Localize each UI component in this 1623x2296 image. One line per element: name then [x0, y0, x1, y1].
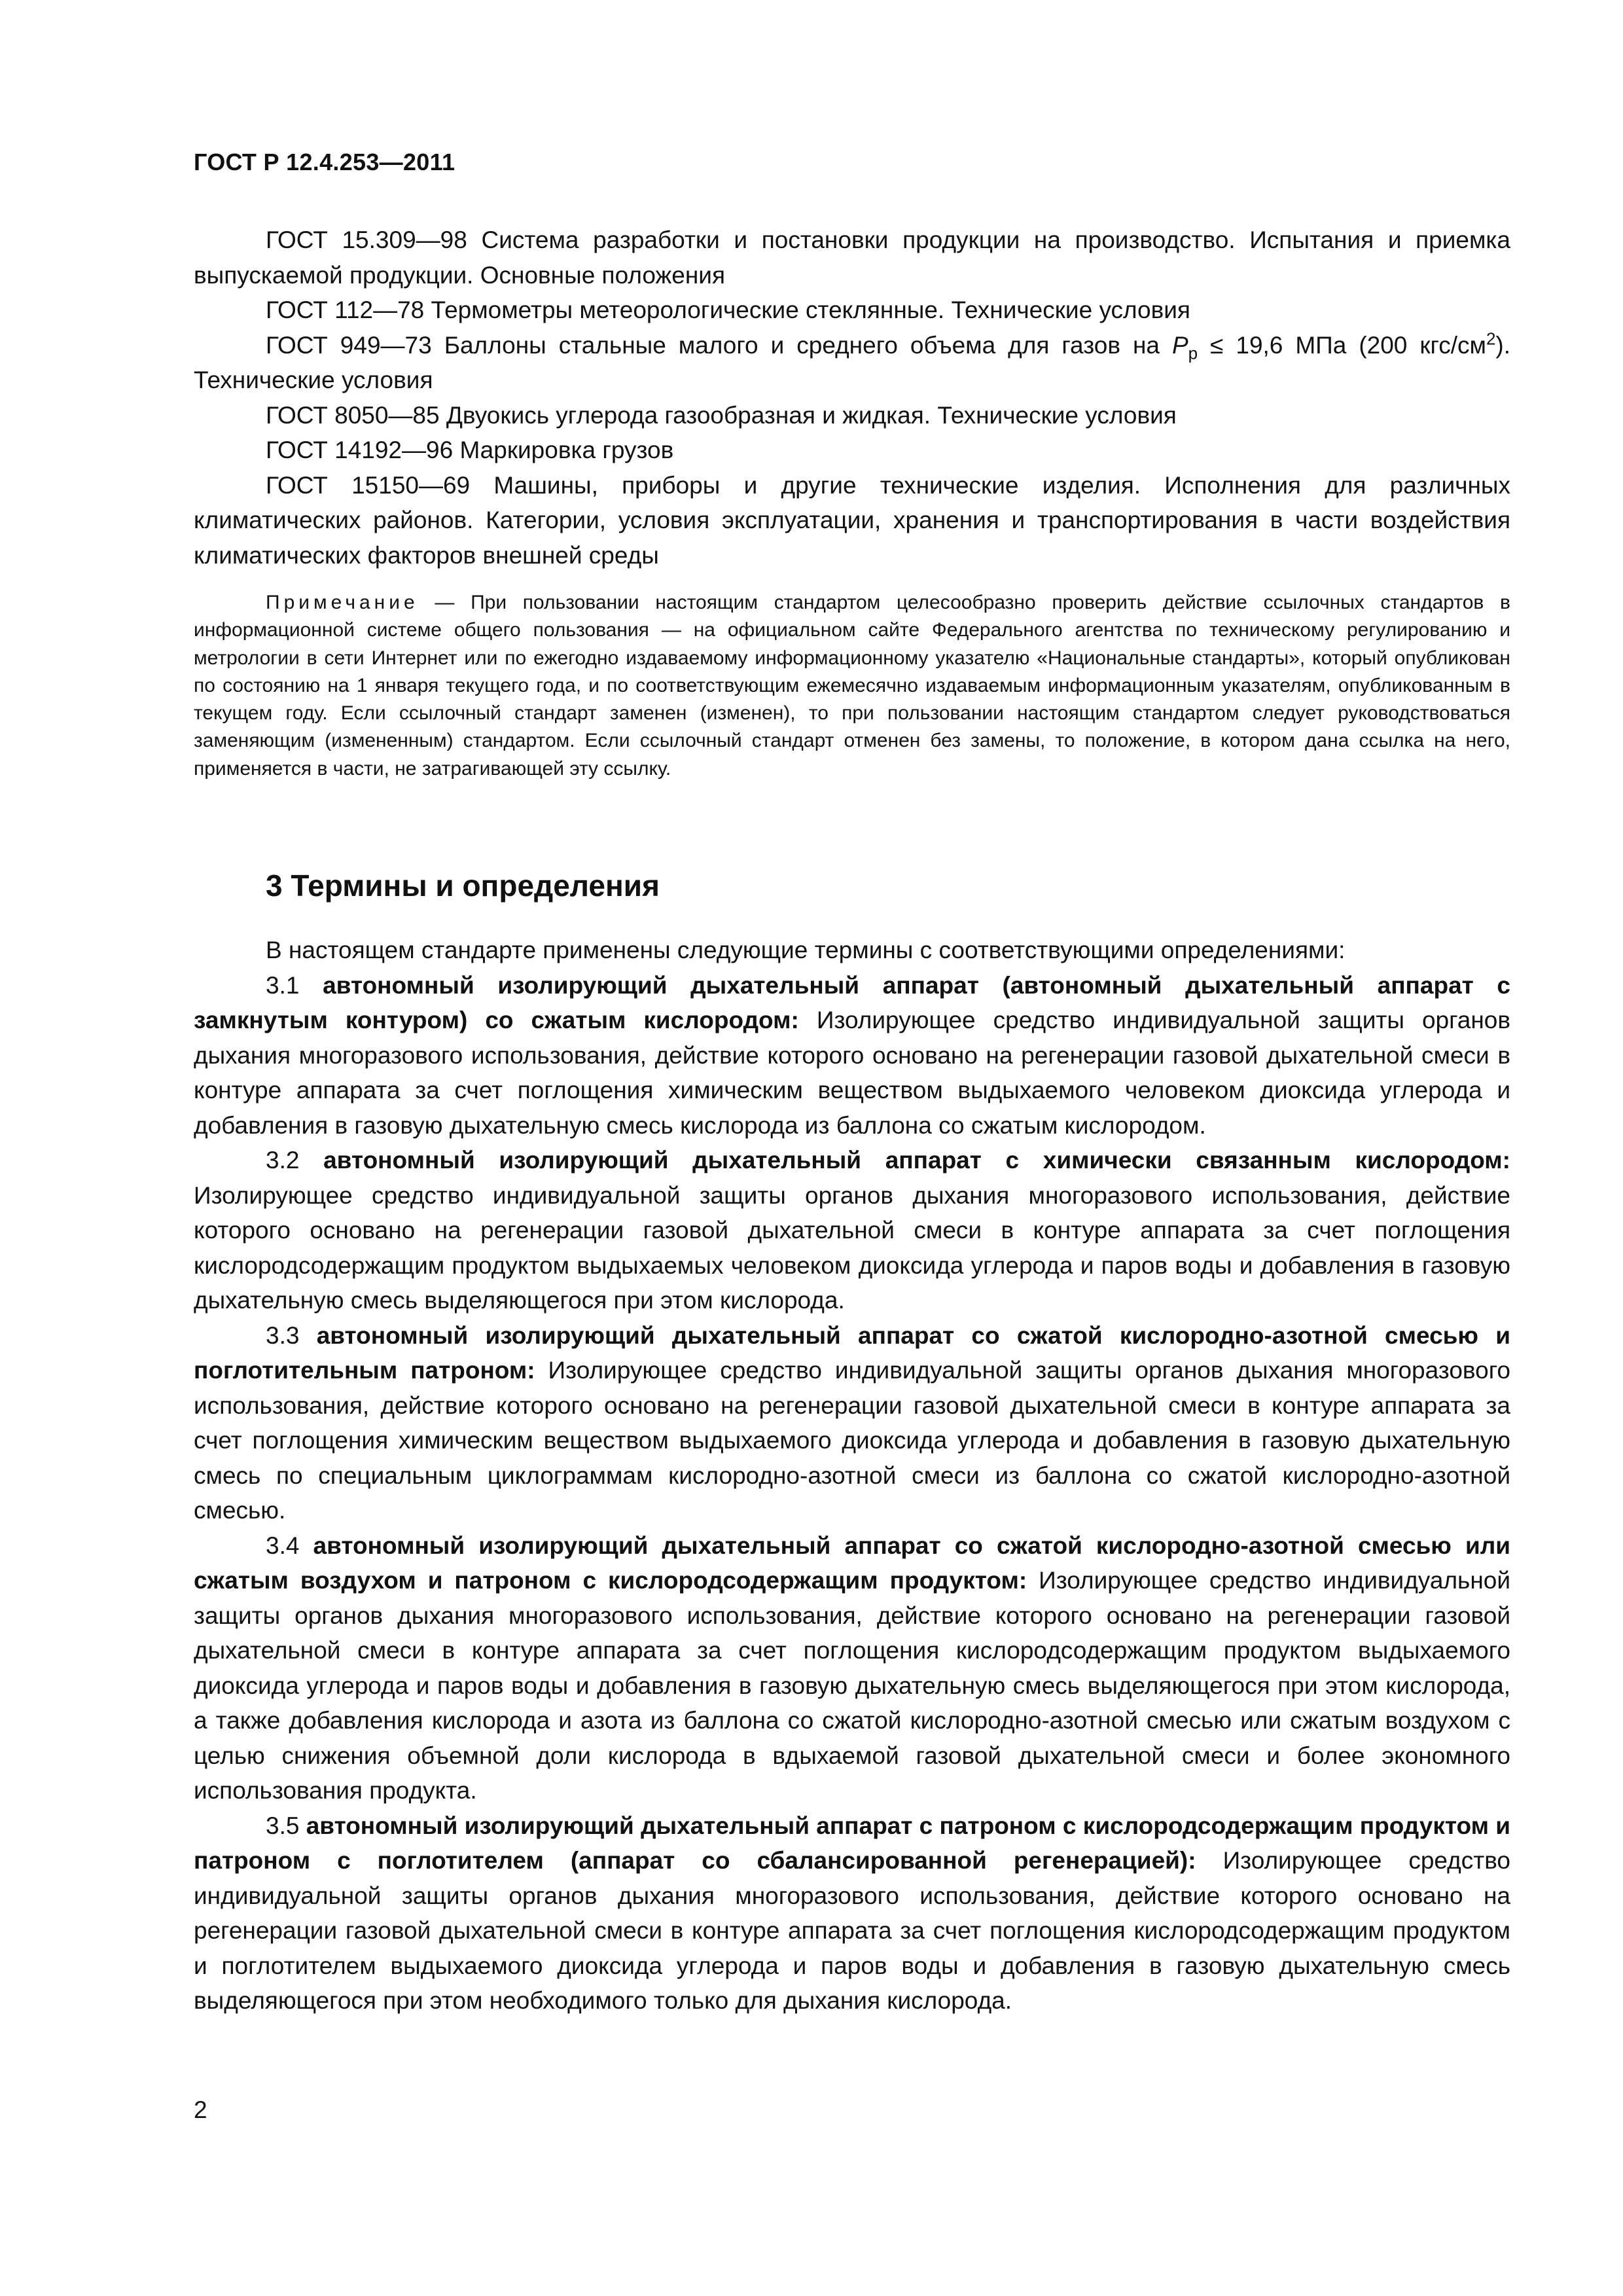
references-note [194, 589, 1510, 783]
term-number: 3.2 [266, 1147, 300, 1174]
term-item [194, 1808, 1510, 2018]
term-name: автономный изолирующий дыхательный аппарат со сжатой кислородно-азотной смесью или сжатым воздухом и патроном с кислородсодержащим продуктом: [194, 1532, 1511, 1594]
term-number: 3.1 [266, 971, 300, 999]
reference-item [194, 468, 1510, 573]
term-name: автономный изолирующий дыхательный аппарат (автономный дыхательный аппарат с замкнутым контуром) со сжатым кислородом: [194, 971, 1511, 1033]
term-name: автономный изолирующий дыхательный аппарат со сжатой кислородно-азотной смесью и поглотительным патроном: [194, 1321, 1511, 1384]
reference-item [194, 223, 1510, 293]
reference-title: Машины, приборы и другие технические изделия. Исполнения для различных климатических районов. Категории, условия эксплуатации, хранения и транспортирования в части воздействия климатических факторов внешней среды [194, 471, 1511, 569]
terms-section [194, 933, 1510, 2018]
term-definition: Изолирующее средство индивидуальной защиты органов дыхания многоразового использования, действие которого основано на регенерации газовой дыхательной смеси в контуре аппарата за счет поглощения кислородсодержащим продуктом выдыхаемых человеком диоксида углерода и паров воды и добавления в газовую дыхательную смесь выделяющегося при этом кислорода. [194, 1181, 1510, 1314]
reference-title: Маркировка грузов [459, 437, 674, 463]
reference-item [194, 328, 1510, 398]
reference-code: ГОСТ 15150—69 [266, 471, 471, 499]
term-item [194, 1528, 1510, 1808]
note-label: Примечание [266, 592, 419, 613]
reference-item [194, 433, 1510, 468]
section-heading: 3 Термины и определения [266, 869, 660, 903]
section-intro: В настоящем стандарте применены следующие термины с соответствующими определениями: [266, 937, 1346, 963]
term-definition: Изолирующее средство индивидуальной защиты органов дыхания многоразового использования, действие которого основано на регенерации газовой дыхательной смеси в контуре аппарата за счет поглощения кислородсодержащим продуктом и поглотителем выдыхаемого диоксида углерода и паров воды и добавления в газовую дыхательную смесь выделяющегося при этом необходимого только для дыхания кислорода. [194, 1847, 1511, 2014]
term-definition: Изолирующее средство индивидуальной защиты органов дыхания многоразового использования, действие которого основано на регенерации газовой дыхательной смеси в контуре аппарата за счет поглощения химическим веществом выдыхаемого человеком диоксида углерода и добавления в газовую дыхательную смесь кислорода из баллона со сжатым кислородом. [194, 1007, 1511, 1139]
note-text: — При пользовании настоящим стандартом целесообразно проверить действие ссылочных стандартов в информационной системе общего пользования — на официальном сайте Федерального агентства по техническому регулированию и метрологии в сети Интернет или по ежегодно издаваемому информационному указателю «Национальные стандарты», который опубликован по состоянию на 1 января текущего года, и по соответствующим ежемесячно издаваемым информационным указателям, опубликованным в текущем году. Если ссылочный стандарт заменен (изменен), то при пользовании настоящим стандартом следует руководствоваться заменяющим (измененным) стандартом. Если ссылочный стандарт отменен без замены, то положение, в котором дана ссылка на него, применяется в части, не затрагивающей эту ссылку. [194, 592, 1510, 780]
term-definition: Изолирующее средство индивидуальной защиты органов дыхания многоразового использования, действие которого основано на регенерации газовой дыхательной смеси в контуре аппарата за счет поглощения кислородсодержащим продуктом выдыхаемого диоксида углерода и паров воды и добавления в газовую дыхательную смесь выделяющегося при этом кислорода, а также добавления кислорода и азота из баллона со сжатой кислородно-азотной смесью или сжатым воздухом с целью снижения объемной доли кислорода в вдыхаемой газовой дыхательной смеси и более экономного использования продукта. [194, 1567, 1511, 1804]
reference-code: ГОСТ 8050—85 [266, 401, 440, 429]
term-definition: Изолирующее средство индивидуальной защиты органов дыхания многоразового использования, действие которого основано на регенерации газовой дыхательной смеси в контуре аппарата за счет поглощения химическим веществом выдыхаемого диоксида углерода и добавления в газовую дыхательную смесь по специальным циклограммам кислородно-азотной смеси из баллона со сжатой кислородно-азотной смесью. [194, 1357, 1510, 1524]
reference-title: Термометры метеорологические стеклянные. Технические условия [431, 296, 1190, 323]
reference-code: ГОСТ 14192—96 [266, 437, 454, 463]
reference-title: Баллоны стальные малого и среднего объема для газов на [444, 331, 1160, 359]
reference-title: Двуокись углерода газообразная и жидкая. Технические условия [446, 401, 1177, 429]
reference-item [194, 293, 1510, 328]
reference-title-end: ). Технические условия [194, 331, 1511, 393]
term-name: автономный изолирующий дыхательный аппарат с патроном с кислородсодержащим продуктом и патроном с поглотителем (аппарат со сбалансированной регенерацией): [194, 1812, 1510, 1874]
page-number: 2 [194, 2096, 207, 2123]
normative-references-list [194, 223, 1510, 573]
pressure-subscript: р [1188, 342, 1198, 363]
term-name: автономный изолирующий дыхательный аппарат с химически связанным кислородом: [323, 1147, 1510, 1174]
term-number: 3.3 [266, 1321, 300, 1349]
term-number: 3.5 [266, 1812, 300, 1839]
term-item [194, 968, 1510, 1143]
document-header: ГОСТ Р 12.4.253—2011 [194, 149, 455, 175]
reference-title: Система разработки и постановки продукции на производство. Испытания и приемка выпускаемой продукции. Основные положения [194, 226, 1511, 289]
reference-code: ГОСТ 112—78 [266, 296, 425, 323]
unit-superscript: 2 [1486, 329, 1496, 349]
term-number: 3.4 [266, 1532, 300, 1559]
reference-item [194, 398, 1510, 433]
reference-title-middle: ≤ 19,6 МПа (200 кгс/см [1210, 331, 1486, 359]
term-item [194, 1318, 1510, 1528]
term-item [194, 1143, 1510, 1318]
reference-code: ГОСТ 949—73 [266, 331, 432, 359]
pressure-symbol: P [1171, 331, 1188, 359]
reference-code: ГОСТ 15.309—98 [266, 226, 467, 253]
